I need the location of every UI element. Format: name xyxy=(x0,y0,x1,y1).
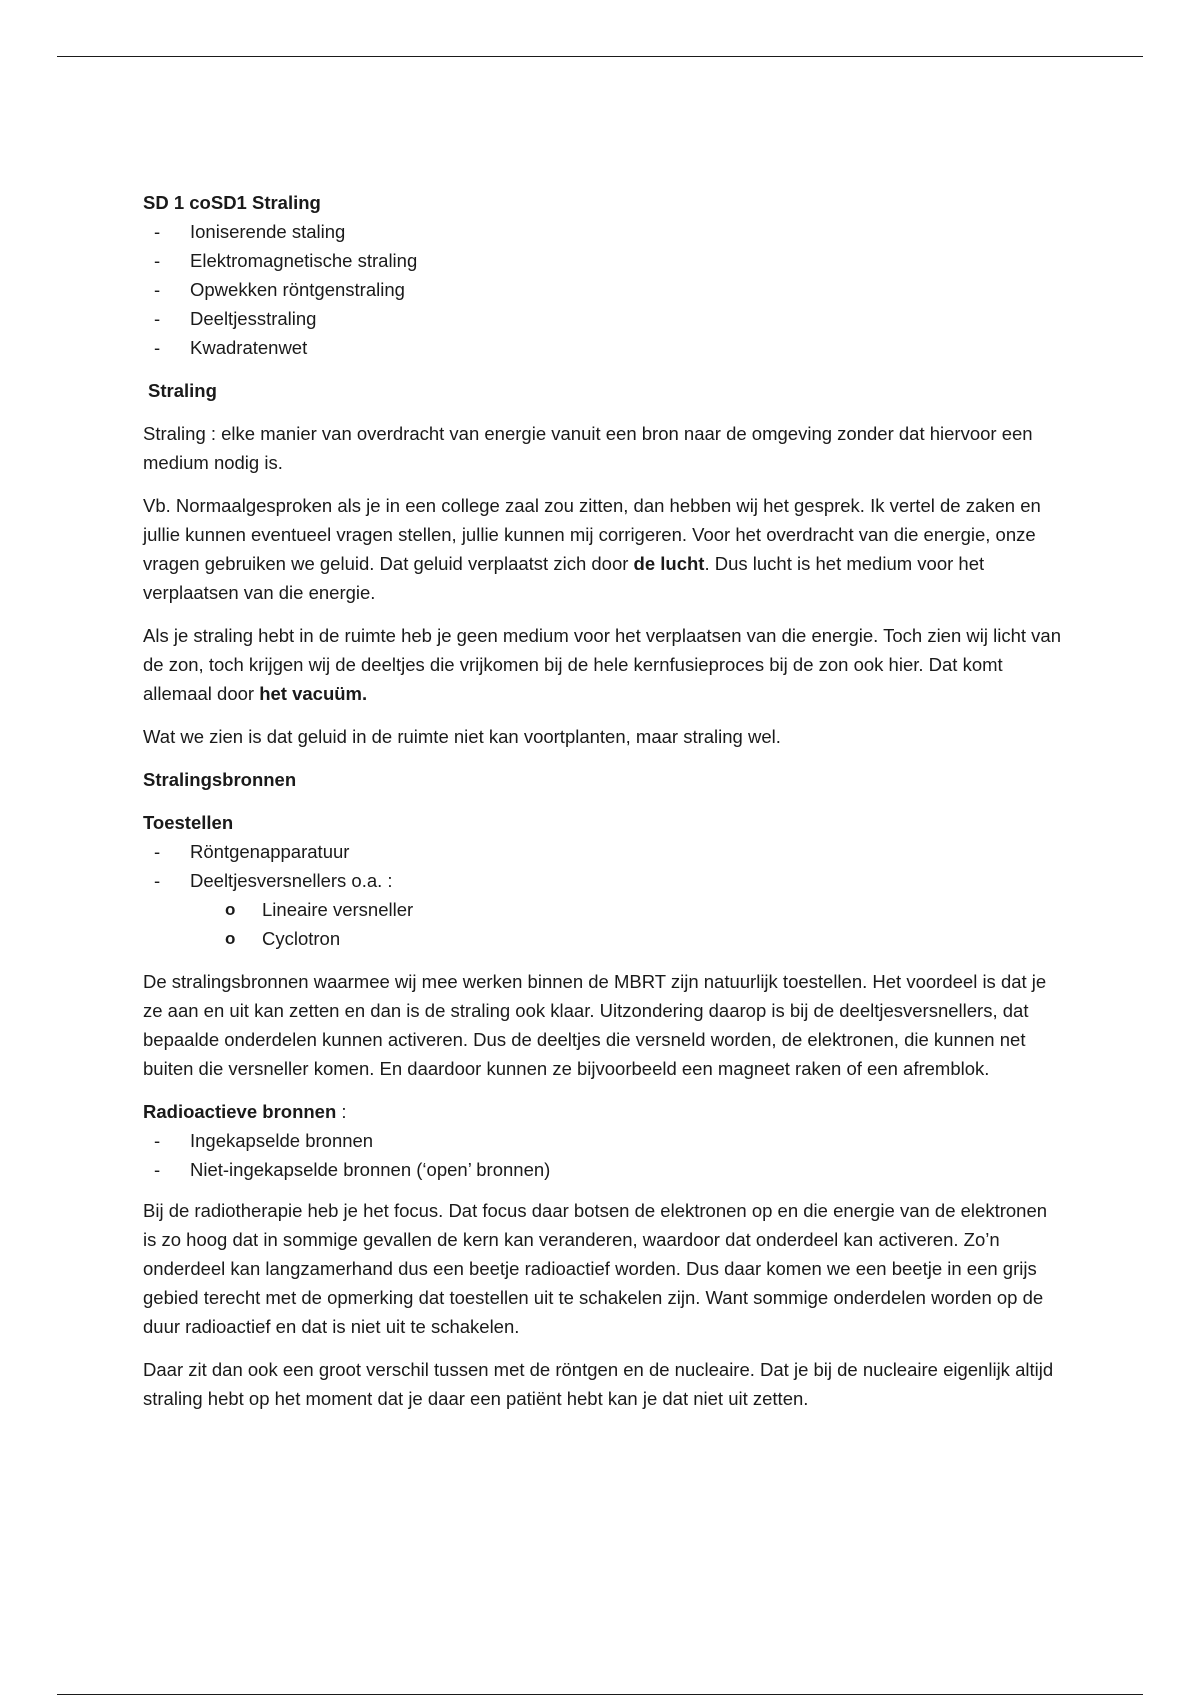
dash-bullet: - xyxy=(154,337,161,358)
topics-list xyxy=(143,217,1063,362)
dash-bullet: - xyxy=(154,250,161,271)
dash-bullet: - xyxy=(154,221,161,242)
radioactief-list xyxy=(143,1126,1063,1184)
list-item: - Deeltjesversnellers o.a. : o Lineaire versneller o Cyclotron xyxy=(143,866,1063,953)
list-item: - Ingekapselde bronnen xyxy=(143,1126,1063,1155)
dash-bullet: - xyxy=(154,841,161,862)
list-item: - Elektromagnetische straling xyxy=(143,246,1063,275)
radiotherapie-paragraph: Bij de radiotherapie heb je het focus. Dat focus daar botsen de elektronen op en die energie van de elektronen is zo hoog dat in sommige gevallen de kern kan veranderen, waardoor dat onderdeel kan activeren. Zo’n onderdeel kan langzamerhand dus een beetje radioactief worden. Dus daar komen we een beetje in een grijs gebied terecht met de opmerking dat toestellen uit te schakelen zijn. Want sommige onderdelen worden op de duur radioactief en dat is niet uit te schakelen. xyxy=(143,1200,1048,1337)
heading-straling: Straling xyxy=(148,380,217,401)
document-body xyxy=(143,188,1063,1413)
heading-stralingsbronnen: Stralingsbronnen xyxy=(143,769,297,790)
space-paragraph: Als je straling hebt in de ruimte heb je geen medium voor het verplaatsen van die energie. Toch zien wij licht van de zon, toch krijgen wij de deeltjes die vrijkomen bij de hele kernfusieproces bij de zon ook hier. Dat komt allemaal door het vacuüm. xyxy=(143,625,1061,704)
conclusion-paragraph: Wat we zien is dat geluid in de ruimte niet kan voortplanten, maar straling wel. xyxy=(143,726,781,747)
definition-paragraph: Straling : elke manier van overdracht van energie vanuit een bron naar de omgeving zonder dat hiervoor een medium nodig is. xyxy=(143,423,1033,473)
list-item: - Kwadratenwet xyxy=(143,333,1063,362)
list-item: - Niet-ingekapselde bronnen (‘open’ bronnen) xyxy=(143,1155,1063,1184)
header-rule xyxy=(57,56,1143,57)
example-paragraph: Vb. Normaalgesproken als je in een college zaal zou zitten, dan hebben wij het gesprek. Ik vertel de zaken en jullie kunnen eventueel vragen stellen, jullie kunnen mij corrigeren. Voor het overdracht van die energie, onze vragen gebruiken we geluid. Dat geluid verplaatst zich door de lucht. Dus lucht is het medium voor het verplaatsen van die energie. xyxy=(143,495,1041,603)
dash-bullet: - xyxy=(154,1159,161,1180)
list-item: o Cyclotron xyxy=(143,924,1063,953)
list-item: - Ioniserende staling xyxy=(143,217,1063,246)
list-item: - Opwekken röntgenstraling xyxy=(143,275,1063,304)
heading-radioactieve-bronnen: Radioactieve bronnen : xyxy=(143,1101,347,1122)
list-item: o Lineaire versneller xyxy=(143,895,1063,924)
document-title: SD 1 coSD1 Straling xyxy=(143,192,321,213)
list-item: - Röntgenapparatuur xyxy=(143,837,1063,866)
list-item: - Deeltjesstraling xyxy=(143,304,1063,333)
toestellen-paragraph: De stralingsbronnen waarmee wij mee werken binnen de MBRT zijn natuurlijk toestellen. Het voordeel is dat je ze aan en uit kan zetten en dan is de straling ook klaar. Uitzondering daarop is bij de deeltjesversnellers, dat bepaalde onderdelen kunnen activeren. Dus de deeltjes die versneld worden, de elektronen, die kunnen net buiten die versneller komen. En daardoor kunnen ze bijvoorbeeld een magneet raken of een afremblok. xyxy=(143,971,1047,1079)
circle-bullet: o xyxy=(225,900,236,919)
circle-bullet: o xyxy=(225,929,236,948)
toestellen-list xyxy=(143,837,1063,953)
nucleair-paragraph: Daar zit dan ook een groot verschil tussen met de röntgen en de nucleaire. Dat je bij de nucleaire eigenlijk altijd straling hebt op het moment dat je daar een patiënt hebt kan je dat niet uit zetten. xyxy=(143,1359,1054,1409)
dash-bullet: - xyxy=(154,870,161,891)
footer-rule xyxy=(57,1694,1143,1695)
versnellers-list xyxy=(143,895,1063,953)
heading-toestellen: Toestellen xyxy=(143,812,234,833)
dash-bullet: - xyxy=(154,1130,161,1151)
dash-bullet: - xyxy=(154,308,161,329)
dash-bullet: - xyxy=(154,279,161,300)
